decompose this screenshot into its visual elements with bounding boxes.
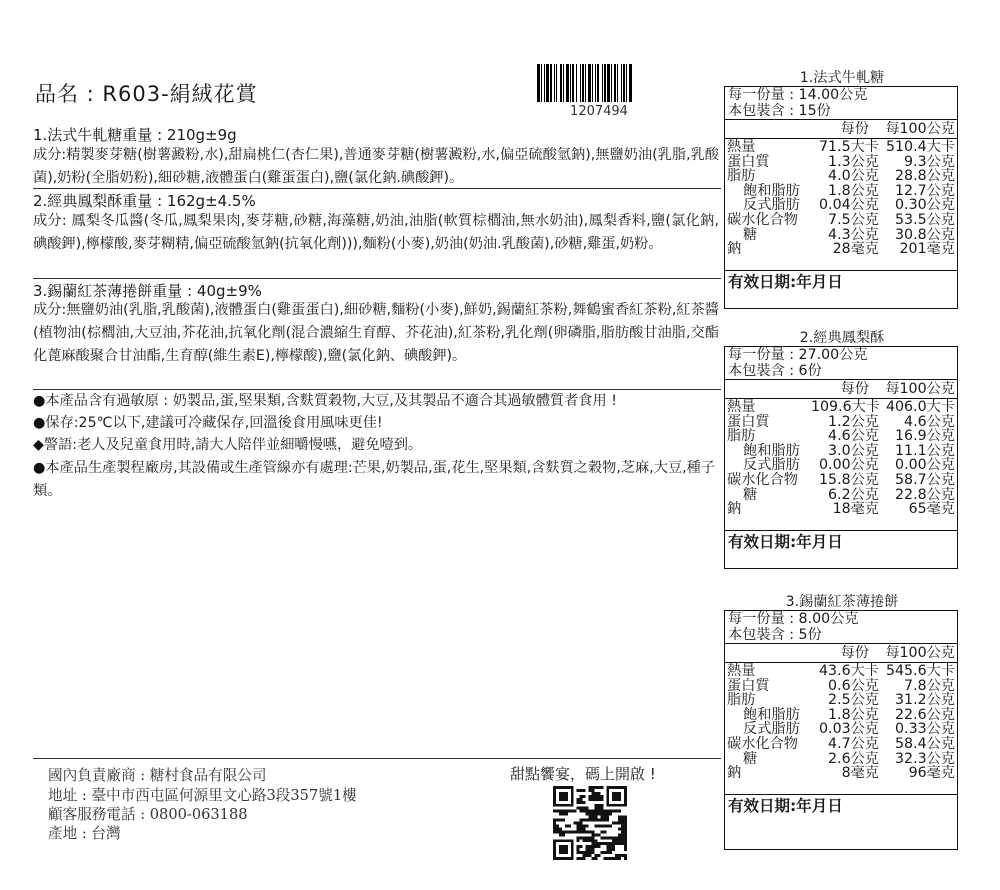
nutrient-row — [725, 213, 957, 228]
nutrient-row — [725, 664, 957, 679]
nutrient-name: 糖 — [743, 486, 758, 503]
per-100g-value: 58.7公克 — [895, 471, 955, 488]
serving-info — [725, 611, 957, 644]
column-header — [725, 120, 957, 139]
nutrient-row — [725, 766, 957, 781]
warning-text: 本產品含有過敏原 : 奶製品,蛋,堅果類,含麩質穀物,大豆,及其製品不適合其過敏體質者食用 ! — [45, 393, 617, 409]
nutrient-row — [725, 752, 957, 767]
origin-line: 產地 : 台灣 — [48, 825, 121, 842]
expiry-date: 有效日期:年月日 — [728, 533, 843, 551]
nutrient-row — [725, 228, 957, 243]
diamond-icon: ◆ — [33, 437, 44, 453]
panel-1-title: 1.法式牛軋糖 — [799, 70, 885, 86]
nutrient-name: 飽和脂肪 — [743, 442, 800, 459]
per-100g-value: 9.3公克 — [904, 153, 955, 170]
servings-per-pack: 本包裝含 : 6份 — [728, 363, 822, 379]
per-100g-value: 22.8公克 — [895, 486, 955, 503]
allergen-warning — [33, 390, 723, 413]
per-100g-value: 201毫克 — [899, 241, 955, 258]
nutrient-name: 反式脂肪 — [743, 457, 800, 474]
per-serving-value: 6.2公克 — [828, 486, 879, 503]
per-100g-value: 65毫克 — [908, 501, 955, 518]
per-100g-value: 58.4公克 — [895, 735, 955, 752]
section-1-heading: 1.法式牛軋糖重量 : 210g±9g — [33, 126, 237, 144]
nutrient-name: 鈉 — [727, 241, 742, 258]
per-100g-value: 31.2公克 — [895, 692, 955, 709]
serving-size: 每一份量 : 27.00公克 — [728, 347, 868, 363]
per-serving-value: 43.6大卡 — [819, 663, 879, 679]
warning-text: 保存:25℃以下,建議可冷藏保存,回溫後食用風味更佳! — [45, 415, 383, 431]
per-serving-value: 1.3公克 — [828, 153, 879, 170]
bullet-icon: ● — [33, 460, 46, 476]
nutrient-row — [725, 473, 957, 488]
nutrient-row — [725, 400, 957, 415]
barcode-bars — [537, 64, 661, 102]
nutrient-name: 脂肪 — [727, 692, 756, 709]
nutrient-name: 鈉 — [727, 501, 742, 518]
section-divider — [33, 188, 721, 189]
nutrient-name: 反式脂肪 — [743, 721, 800, 738]
barcode — [537, 64, 661, 126]
facility-note — [33, 457, 723, 503]
column-header — [725, 644, 957, 663]
per-serving-header: 每份 — [840, 381, 869, 397]
per-serving-value: 0.03公克 — [819, 721, 879, 738]
per-100g-value: 545.6大卡 — [886, 663, 955, 679]
qr-code-icon[interactable] — [553, 786, 627, 860]
servings-per-pack: 本包裝含 : 15份 — [728, 103, 831, 119]
qr-slogan: 甜點饗宴，碼上開啟 ! — [510, 765, 656, 783]
nutrient-name: 飽和脂肪 — [743, 182, 800, 199]
nutrient-row — [725, 722, 957, 737]
nutrient-row — [725, 140, 957, 155]
nutrient-row — [725, 155, 957, 170]
bullet-icon: ● — [33, 393, 46, 409]
per-serving-value: 4.0公克 — [828, 168, 879, 185]
section-3-heading: 3.錫蘭紅茶薄捲餅重量 : 40g±9% — [33, 282, 262, 300]
nutrient-name: 碳水化合物 — [727, 211, 798, 228]
panel-2-title: 2.經典鳳梨酥 — [799, 330, 885, 346]
per-serving-value: 15.8公克 — [819, 471, 879, 488]
per-100g-header: 每100公克 — [885, 121, 955, 137]
per-100g-value: 0.00公克 — [895, 457, 955, 474]
section-3-ingredients: 成分:無鹽奶油(乳脂,乳酸菌),液體蛋白(雞蛋蛋白),細砂糖,麵粉(小麥),鮮奶,錫蘭紅茶粉,舞鶴蜜香紅茶粉,紅茶醬(植物油(棕櫚油,大豆油,芥花油,抗氧化劑(混合濃縮生育醇、芥花油),紅茶粉,乳化劑(卵磷脂,脂肪酸甘油脂,交酯化蓖麻酸聚合甘油酯,生育醇(維生素E),檸檬酸),鹽(氯化鈉、碘酸鉀)。 — [33, 302, 719, 364]
section-2-ingredients: 成分: 鳳梨冬瓜醬(冬瓜,鳳梨果肉,麥芽糖,砂糖,海藻糖,奶油,油脂(軟質棕櫚油,無水奶油),鳳梨香料,鹽(氯化鈉,碘酸鉀),檸檬酸,麥芽糊精,偏亞硫酸氫鈉(抗氧化劑))),麵粉(小麥),奶油(奶油.乳酸菌),砂糖,雞蛋,奶粉。 — [33, 213, 719, 252]
nutrient-row — [725, 693, 957, 708]
per-100g-value: 16.9公克 — [895, 428, 955, 445]
per-100g-header: 每100公克 — [885, 381, 955, 397]
per-serving-value: 109.6大卡 — [811, 399, 880, 415]
per-serving-value: 1.2公克 — [828, 413, 879, 430]
section-2-heading: 2.經典鳳梨酥重量 : 162g±4.5% — [33, 192, 256, 210]
manufacturer-line: 國內負責廠商 : 糖村食品有限公司 — [48, 767, 267, 784]
column-header — [725, 380, 957, 399]
nutrient-name: 飽和脂肪 — [743, 706, 800, 723]
serving-info — [725, 87, 957, 120]
per-100g-value: 4.6公克 — [904, 413, 955, 430]
nutrient-name: 熱量 — [727, 663, 756, 679]
serving-size: 每一份量 : 8.00公克 — [728, 611, 859, 627]
serving-info — [725, 347, 957, 380]
per-serving-value: 8毫克 — [841, 765, 879, 782]
servings-per-pack: 本包裝含 : 5份 — [728, 627, 822, 643]
storage-note — [33, 412, 723, 435]
per-serving-value: 1.8公克 — [828, 706, 879, 723]
per-100g-value: 28.8公克 — [895, 168, 955, 185]
per-serving-value: 2.6公克 — [828, 750, 879, 767]
nutrient-row — [725, 458, 957, 473]
nutrient-rows — [725, 399, 957, 531]
phone-line: 顧客服務電話 : 0800-063188 — [48, 806, 248, 823]
panel-3-title: 3.錫蘭紅茶薄捲餅 — [785, 594, 899, 610]
nutrient-row — [725, 488, 957, 503]
per-100g-value: 510.4大卡 — [886, 139, 955, 155]
per-100g-value: 0.33公克 — [895, 721, 955, 738]
nutrient-name: 糖 — [743, 750, 758, 767]
per-serving-value: 3.0公克 — [828, 442, 879, 459]
caution-note — [33, 434, 723, 457]
nutrient-row — [725, 242, 957, 257]
nutrient-row — [725, 502, 957, 517]
nutrient-row — [725, 429, 957, 444]
per-serving-value: 0.6公克 — [828, 677, 879, 694]
per-serving-value: 4.6公克 — [828, 428, 879, 445]
nutrient-name: 鈉 — [727, 765, 742, 782]
nutrition-panel-3 — [724, 610, 958, 850]
per-serving-value: 71.5大卡 — [819, 139, 879, 155]
section-divider — [33, 278, 721, 279]
nutrient-row — [725, 198, 957, 213]
per-100g-value: 7.8公克 — [904, 677, 955, 694]
nutrient-row — [725, 737, 957, 752]
nutrient-name: 蛋白質 — [727, 153, 770, 170]
expiry-date: 有效日期:年月日 — [728, 273, 843, 291]
nutrient-row — [725, 415, 957, 430]
per-100g-value: 12.7公克 — [895, 182, 955, 199]
footer-divider — [33, 758, 721, 759]
warning-text: 警語:老人及兒童食用時,請大人陪伴並細嚼慢嚥，避免噎到。 — [43, 437, 423, 453]
nutrient-name: 脂肪 — [727, 428, 756, 445]
address-line: 地址 : 臺中市西屯區何源里文心路3段357號1樓 — [48, 787, 357, 804]
per-serving-value: 18毫克 — [832, 501, 879, 518]
nutrient-name: 碳水化合物 — [727, 471, 798, 488]
per-serving-header: 每份 — [840, 121, 869, 137]
nutrient-row — [725, 169, 957, 184]
bullet-icon: ● — [33, 415, 46, 431]
expiry-date: 有效日期:年月日 — [728, 797, 843, 815]
nutrition-panel-1 — [724, 86, 958, 309]
nutrient-rows — [725, 663, 957, 795]
per-100g-value: 96毫克 — [908, 765, 955, 782]
nutrient-name: 熱量 — [727, 399, 756, 415]
nutrient-name: 蛋白質 — [727, 413, 770, 430]
per-serving-value: 4.7公克 — [828, 735, 879, 752]
product-name: 品名 : R603-絹絨花賞 — [35, 82, 258, 106]
nutrition-panel-2 — [724, 346, 958, 569]
per-serving-value: 7.5公克 — [828, 211, 879, 228]
per-100g-value: 30.8公克 — [895, 226, 955, 243]
per-serving-value: 28毫克 — [832, 241, 879, 258]
section-1-ingredients: 成分:精製麥芽糖(樹薯澱粉,水),甜扁桃仁(杏仁果),普通麥芽糖(樹薯澱粉,水,偏亞硫酸氫鈉),無鹽奶油(乳脂,乳酸菌),奶粉(全脂奶粉),細砂糖,液體蛋白(雞蛋蛋白),鹽(氯化鈉.碘酸鉀)。 — [33, 147, 719, 186]
per-serving-value: 2.5公克 — [828, 692, 879, 709]
nutrient-name: 熱量 — [727, 139, 756, 155]
per-serving-value: 1.8公克 — [828, 182, 879, 199]
nutrient-row — [725, 679, 957, 694]
nutrient-name: 碳水化合物 — [727, 735, 798, 752]
per-100g-value: 22.6公克 — [895, 706, 955, 723]
per-100g-value: 53.5公克 — [895, 211, 955, 228]
per-serving-value: 0.00公克 — [819, 457, 879, 474]
per-100g-value: 0.30公克 — [895, 197, 955, 214]
nutrient-name: 蛋白質 — [727, 677, 770, 694]
per-100g-header: 每100公克 — [885, 645, 955, 661]
nutrient-rows — [725, 139, 957, 271]
per-100g-value: 406.0大卡 — [886, 399, 955, 415]
nutrient-name: 反式脂肪 — [743, 197, 800, 214]
nutrient-name: 脂肪 — [727, 168, 756, 185]
warning-text: 本產品生產製程廠房,其設備或生產管線亦有處理:芒果,奶製品,蛋,花生,堅果類,含麩質之穀物,芝麻,大豆,種子類。 — [33, 460, 716, 499]
nutrient-name: 糖 — [743, 226, 758, 243]
serving-size: 每一份量 : 14.00公克 — [728, 87, 868, 103]
per-serving-header: 每份 — [840, 645, 869, 661]
per-100g-value: 11.1公克 — [895, 442, 955, 459]
per-serving-value: 0.04公克 — [819, 197, 879, 214]
barcode-number: 1207494 — [570, 104, 628, 119]
per-100g-value: 32.3公克 — [895, 750, 955, 767]
per-serving-value: 4.3公克 — [828, 226, 879, 243]
